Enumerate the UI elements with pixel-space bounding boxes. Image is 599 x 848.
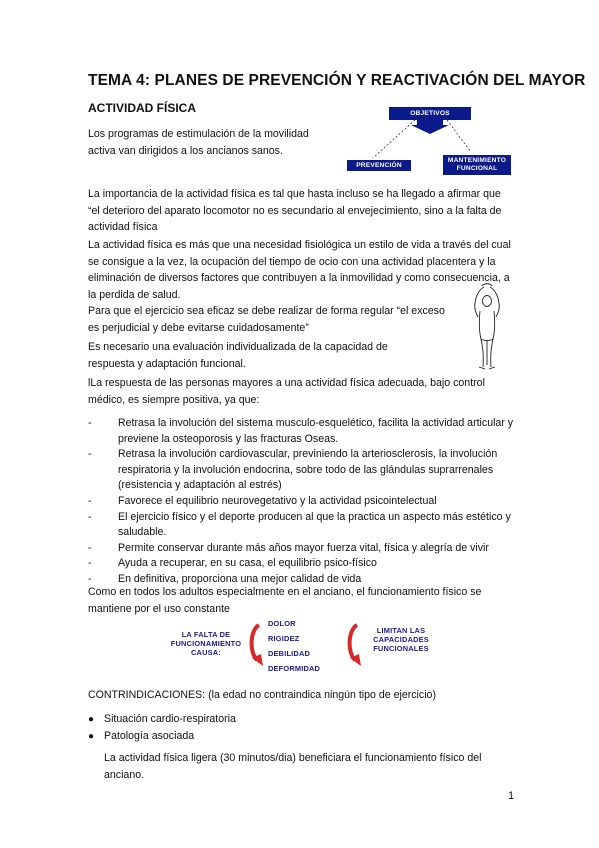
- benefits-list: [88, 416, 518, 588]
- list-item: - En definitiva, proporciona una mejor calidad de vida: [88, 572, 362, 585]
- cycle-left-text: LA FALTA DE FUNCIONAMIENTO CAUSA:: [170, 630, 242, 657]
- paragraph-functioning: Como en todos los adultos especialmente en el anciano, el funcionamiento físico se mantiene por el uso constante: [88, 586, 482, 615]
- list-item: - Permite conservar durante más años mayor fuerza vital, física y alegría de vivir: [88, 541, 489, 554]
- person-stretching-icon: [462, 281, 512, 373]
- objectives-diagram: [345, 100, 515, 178]
- paragraph-evaluation: Es necesario una evaluación individualizada de la capacidad de respuesta y adaptación funcional.: [88, 341, 388, 370]
- curved-arrow-right-icon: [344, 622, 362, 668]
- cycle-right-text: LIMITAN LAS CAPACIDADES FUNCIONALES: [373, 626, 429, 653]
- connector-left: [373, 120, 415, 158]
- cycle-item-rigidez: RIGIDEZ: [268, 634, 300, 643]
- cycle-item-dolor: DOLOR: [268, 619, 296, 628]
- curved-arrow-left-icon: [246, 622, 264, 668]
- list-item: - Retrasa la involución cardiovascular, previniendo la arteriosclerosis, la involución respiratoria y la involución endocrina, sobre todo de las glándulas suprarrenales (resistencia y adaptación al estrés): [88, 448, 498, 492]
- stretching-figure-illustration: [462, 281, 512, 373]
- list-item: - Favorece el equilibrio neurovegetativo y la actividad psicointelectual: [88, 494, 437, 507]
- intro-paragraph: Los programas de estimulación de la movilidad activa van dirigidos a los ancianos sanos.: [88, 128, 309, 157]
- prevention-box: PREVENCIÓN: [347, 160, 411, 171]
- list-item: ● Patología asociada: [88, 730, 195, 742]
- paragraph-lifestyle: La actividad física es más que una necesidad fisiológica un estilo de vida a través del cual se consigue a la vez, la ocupación del tiempo de ocio con una actividad placentera y la eliminación de diversos factores que contribuyen a la inmovilidad y como consecuencia, a la perdida de salud.: [88, 239, 511, 301]
- paragraph-importance: La importancia de la actividad física es tal que hasta incluso se ha llegado a afirmar que “el deterioro del aparato locomotor no es secundario al envejecimiento, sino a la falta de actividad física: [88, 188, 502, 234]
- closing-paragraph: La actividad física ligera (30 minutos/dia) beneficiara el funcionamiento físico del anciano.: [104, 752, 482, 781]
- functioning-cycle-diagram: [168, 614, 438, 676]
- section-heading: ACTIVIDAD FÍSICA: [88, 101, 196, 115]
- list-item: - Retrasa la involución del sistema musculo-esquelético, facilita la actividad articular y previene la osteoporosis y las fracturas Oseas.: [88, 417, 514, 445]
- list-item: - Ayuda a recuperar, en su casa, el equilibrio psico-físico: [88, 557, 377, 570]
- list-item: - El ejercicio físico y el deporte producen al que la practica un aspecto más estético y saludable.: [88, 510, 511, 539]
- contraindications-heading: CONTRINDICACIONES: (la edad no contraindica ningún tipo de ejercicio): [88, 689, 436, 701]
- connector-right: [447, 120, 471, 152]
- maintenance-box: MANTENIMIENTO FUNCIONAL: [443, 155, 511, 175]
- contraindications-list: [88, 711, 236, 745]
- down-arrow-icon: [411, 120, 449, 134]
- page-title: TEMA 4: PLANES DE PREVENCIÓN Y REACTIVACIÓN DEL MAYOR: [88, 72, 586, 89]
- cycle-middle-list: [268, 616, 340, 676]
- paragraph-response: lLa respuesta de las personas mayores a una actividad física adecuada, bajo control médico, es siempre positiva, ya que:: [88, 377, 485, 406]
- page-number: 1: [508, 790, 515, 802]
- list-item: ● Situación cardio-respiratoria: [88, 713, 236, 725]
- objectives-box: OBJETIVOS: [389, 107, 471, 120]
- paragraph-regular-exercise: Para que el ejercicio sea eficaz se debe realizar de forma regular “el exceso es perjudicial y debe evitarse cuidadosamente”: [88, 305, 445, 334]
- cycle-item-deformidad: DEFORMIDAD: [268, 664, 321, 673]
- cycle-item-debilidad: DEBILIDAD: [268, 649, 311, 658]
